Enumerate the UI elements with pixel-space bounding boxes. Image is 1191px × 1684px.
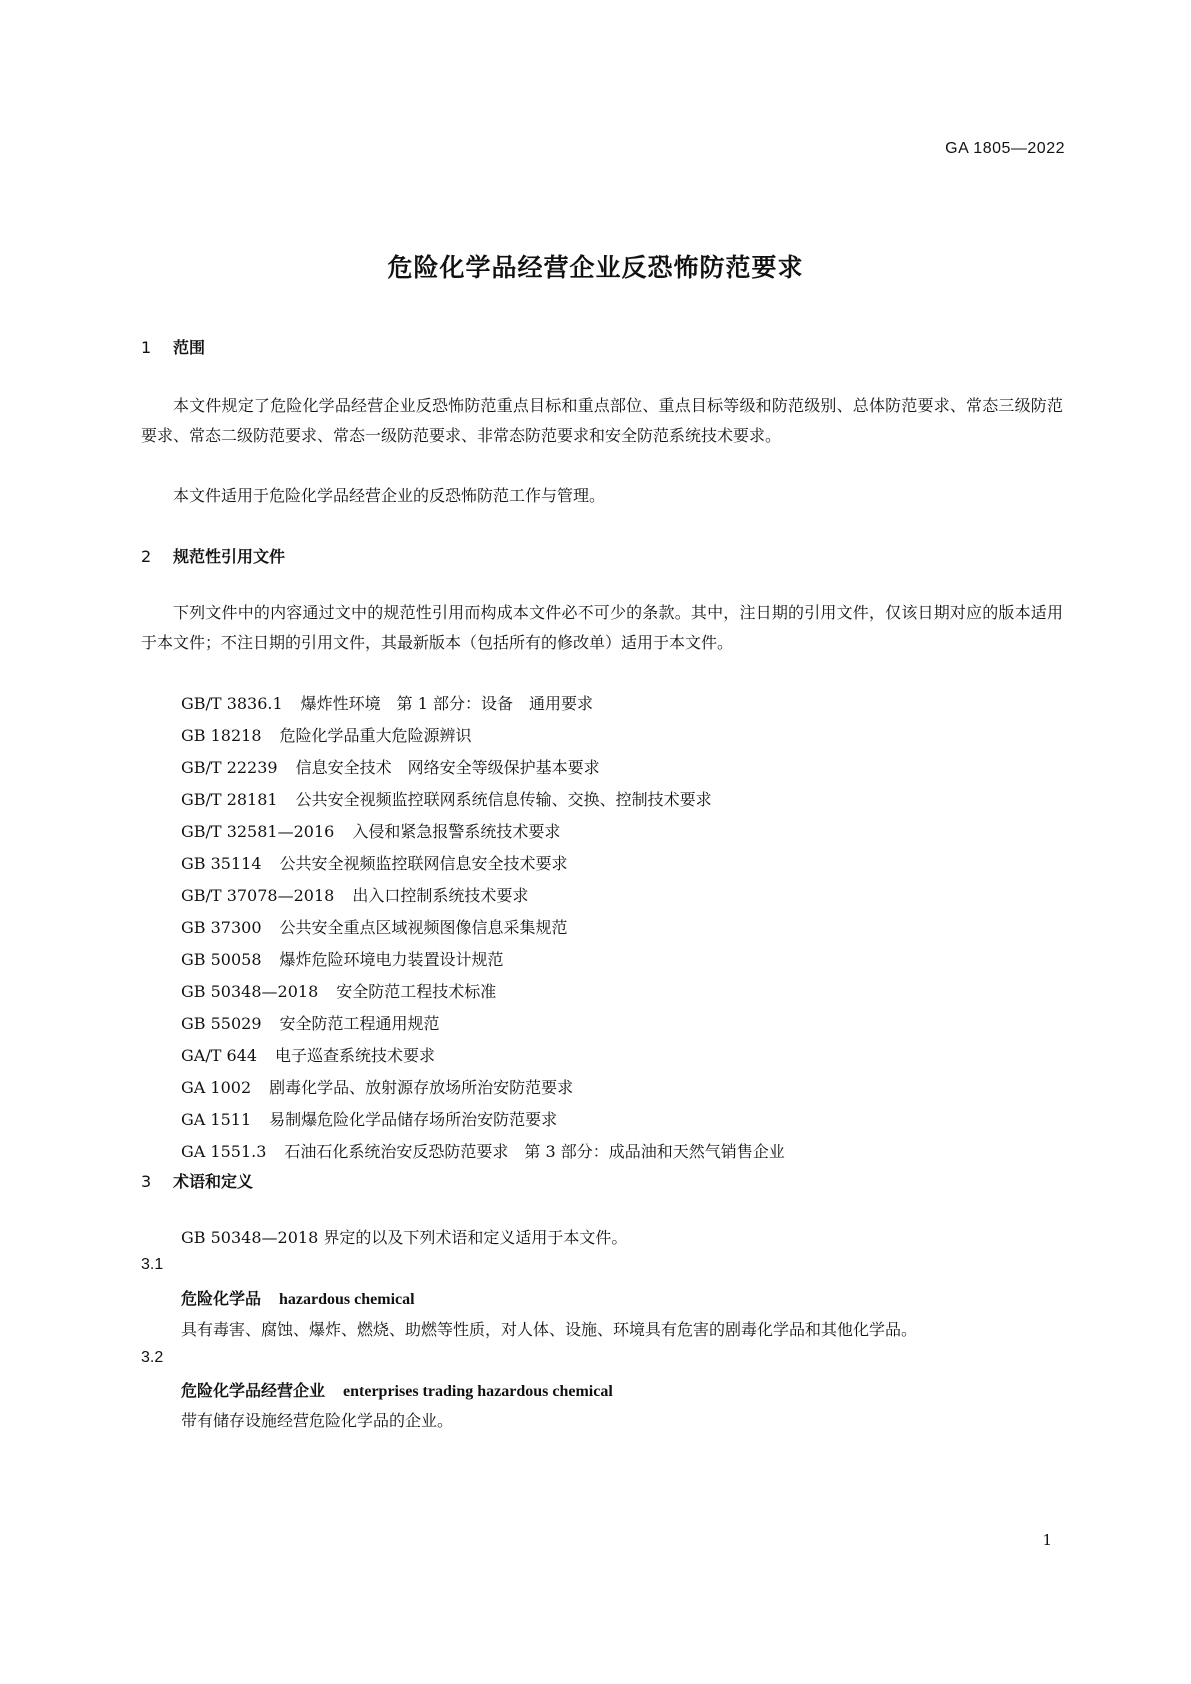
reference-title: 出入口控制系统技术要求 [352, 886, 529, 905]
reference-title: 安全防范工程技术标准 [336, 982, 497, 1001]
reference-code: GA 1551.3 [181, 1142, 267, 1161]
reference-code: GB 35114 [181, 854, 262, 873]
reference-title: 石油石化系统治安反恐防范要求 第 3 部分：成品油和天然气销售企业 [284, 1142, 785, 1161]
section-2-title: 规范性引用文件 [173, 547, 286, 566]
reference-item [181, 912, 785, 944]
reference-title: 公共安全视频监控联网系统信息传输、交换、控制技术要求 [295, 790, 712, 809]
reference-code: GB 18218 [181, 726, 262, 745]
reference-title: 剧毒化学品、放射源存放场所治安防范要求 [269, 1078, 574, 1097]
reference-title: 爆炸危险环境电力装置设计规范 [279, 950, 504, 969]
reference-title: 公共安全视频监控联网信息安全技术要求 [279, 854, 568, 873]
reference-code: GB 50058 [181, 950, 262, 969]
term-definition: 具有毒害、腐蚀、爆炸、燃烧、助燃等性质，对人体、设施、环境具有危害的剧毒化学品和其他化学品。 [181, 1320, 918, 1339]
section-3-heading [141, 1169, 253, 1192]
term-number: 3.2 [141, 1349, 164, 1366]
reference-item [181, 752, 785, 784]
reference-code: GB/T 22239 [181, 758, 278, 777]
reference-item [181, 976, 785, 1008]
reference-title: 爆炸性环境 第 1 部分：设备 通用要求 [300, 694, 594, 713]
section-1-para-1: 本文件规定了危险化学品经营企业反恐怖防范重点目标和重点部位、重点目标等级和防范级别、总体防范要求、常态三级防范要求、常态二级防范要求、常态一级防范要求、非常态防范要求和安全防范系统技术要求。 [141, 396, 1063, 445]
reference-item [181, 1104, 785, 1136]
section-3-title: 术语和定义 [173, 1172, 254, 1191]
standard-code: GA 1805—2022 [945, 140, 1065, 157]
reference-code: GA 1511 [181, 1110, 252, 1129]
term-heading [181, 1286, 415, 1309]
section-3-number: 3 [141, 1172, 152, 1191]
reference-code: GB 55029 [181, 1014, 262, 1033]
term-english: enterprises trading hazardous chemical [343, 1383, 613, 1400]
reference-title: 安全防范工程通用规范 [279, 1014, 440, 1033]
reference-code: GB 37300 [181, 918, 262, 937]
reference-item [181, 1040, 785, 1072]
reference-item [181, 816, 785, 848]
section-1-heading [141, 335, 205, 358]
reference-item [181, 1072, 785, 1104]
term-chinese: 危险化学品经营企业 [181, 1381, 326, 1400]
reference-item [181, 784, 785, 816]
reference-title: 公共安全重点区域视频图像信息采集规范 [279, 918, 568, 937]
reference-code: GA 1002 [181, 1078, 252, 1097]
normative-reference-list [181, 688, 785, 1168]
term-definition: 带有储存设施经营危险化学品的企业。 [181, 1411, 454, 1430]
reference-item [181, 720, 785, 752]
section-2-intro: 下列文件中的内容通过文中的规范性引用而构成本文件必不可少的条款。其中，注日期的引用文件，仅该日期对应的版本适用于本文件；不注日期的引用文件，其最新版本（包括所有的修改单）适用于本文件。 [141, 603, 1063, 652]
reference-code: GB/T 3836.1 [181, 694, 283, 713]
section-2-number: 2 [141, 547, 152, 566]
reference-code: GA/T 644 [181, 1046, 258, 1065]
reference-title: 信息安全技术 网络安全等级保护基本要求 [295, 758, 600, 777]
reference-item [181, 1136, 785, 1168]
term-english: hazardous chemical [279, 1291, 415, 1308]
reference-title: 危险化学品重大危险源辨识 [279, 726, 472, 745]
section-1-title: 范围 [173, 338, 206, 357]
reference-item [181, 688, 785, 720]
section-2-heading [141, 544, 285, 567]
reference-item [181, 944, 785, 976]
section-3-intro: GB 50348—2018 界定的以及下列术语和定义适用于本文件。 [181, 1228, 628, 1247]
term-chinese: 危险化学品 [181, 1289, 262, 1308]
section-1-number: 1 [141, 338, 152, 357]
reference-title: 入侵和紧急报警系统技术要求 [352, 822, 561, 841]
reference-code: GB/T 32581—2016 [181, 822, 335, 841]
term-heading [181, 1378, 613, 1401]
term-number: 3.1 [141, 1256, 164, 1273]
reference-title: 电子巡查系统技术要求 [275, 1046, 436, 1065]
reference-code: GB/T 37078—2018 [181, 886, 335, 905]
reference-item [181, 848, 785, 880]
reference-title: 易制爆危险化学品储存场所治安防范要求 [269, 1110, 558, 1129]
reference-code: GB 50348—2018 [181, 982, 319, 1001]
reference-code: GB/T 28181 [181, 790, 278, 809]
document-title: 危险化学品经营企业反恐怖防范要求 [387, 253, 804, 282]
page-number: 1 [1042, 1531, 1052, 1549]
reference-item [181, 1008, 785, 1040]
reference-item [181, 880, 785, 912]
section-1-para-2: 本文件适用于危险化学品经营企业的反恐怖防范工作与管理。 [173, 486, 606, 505]
